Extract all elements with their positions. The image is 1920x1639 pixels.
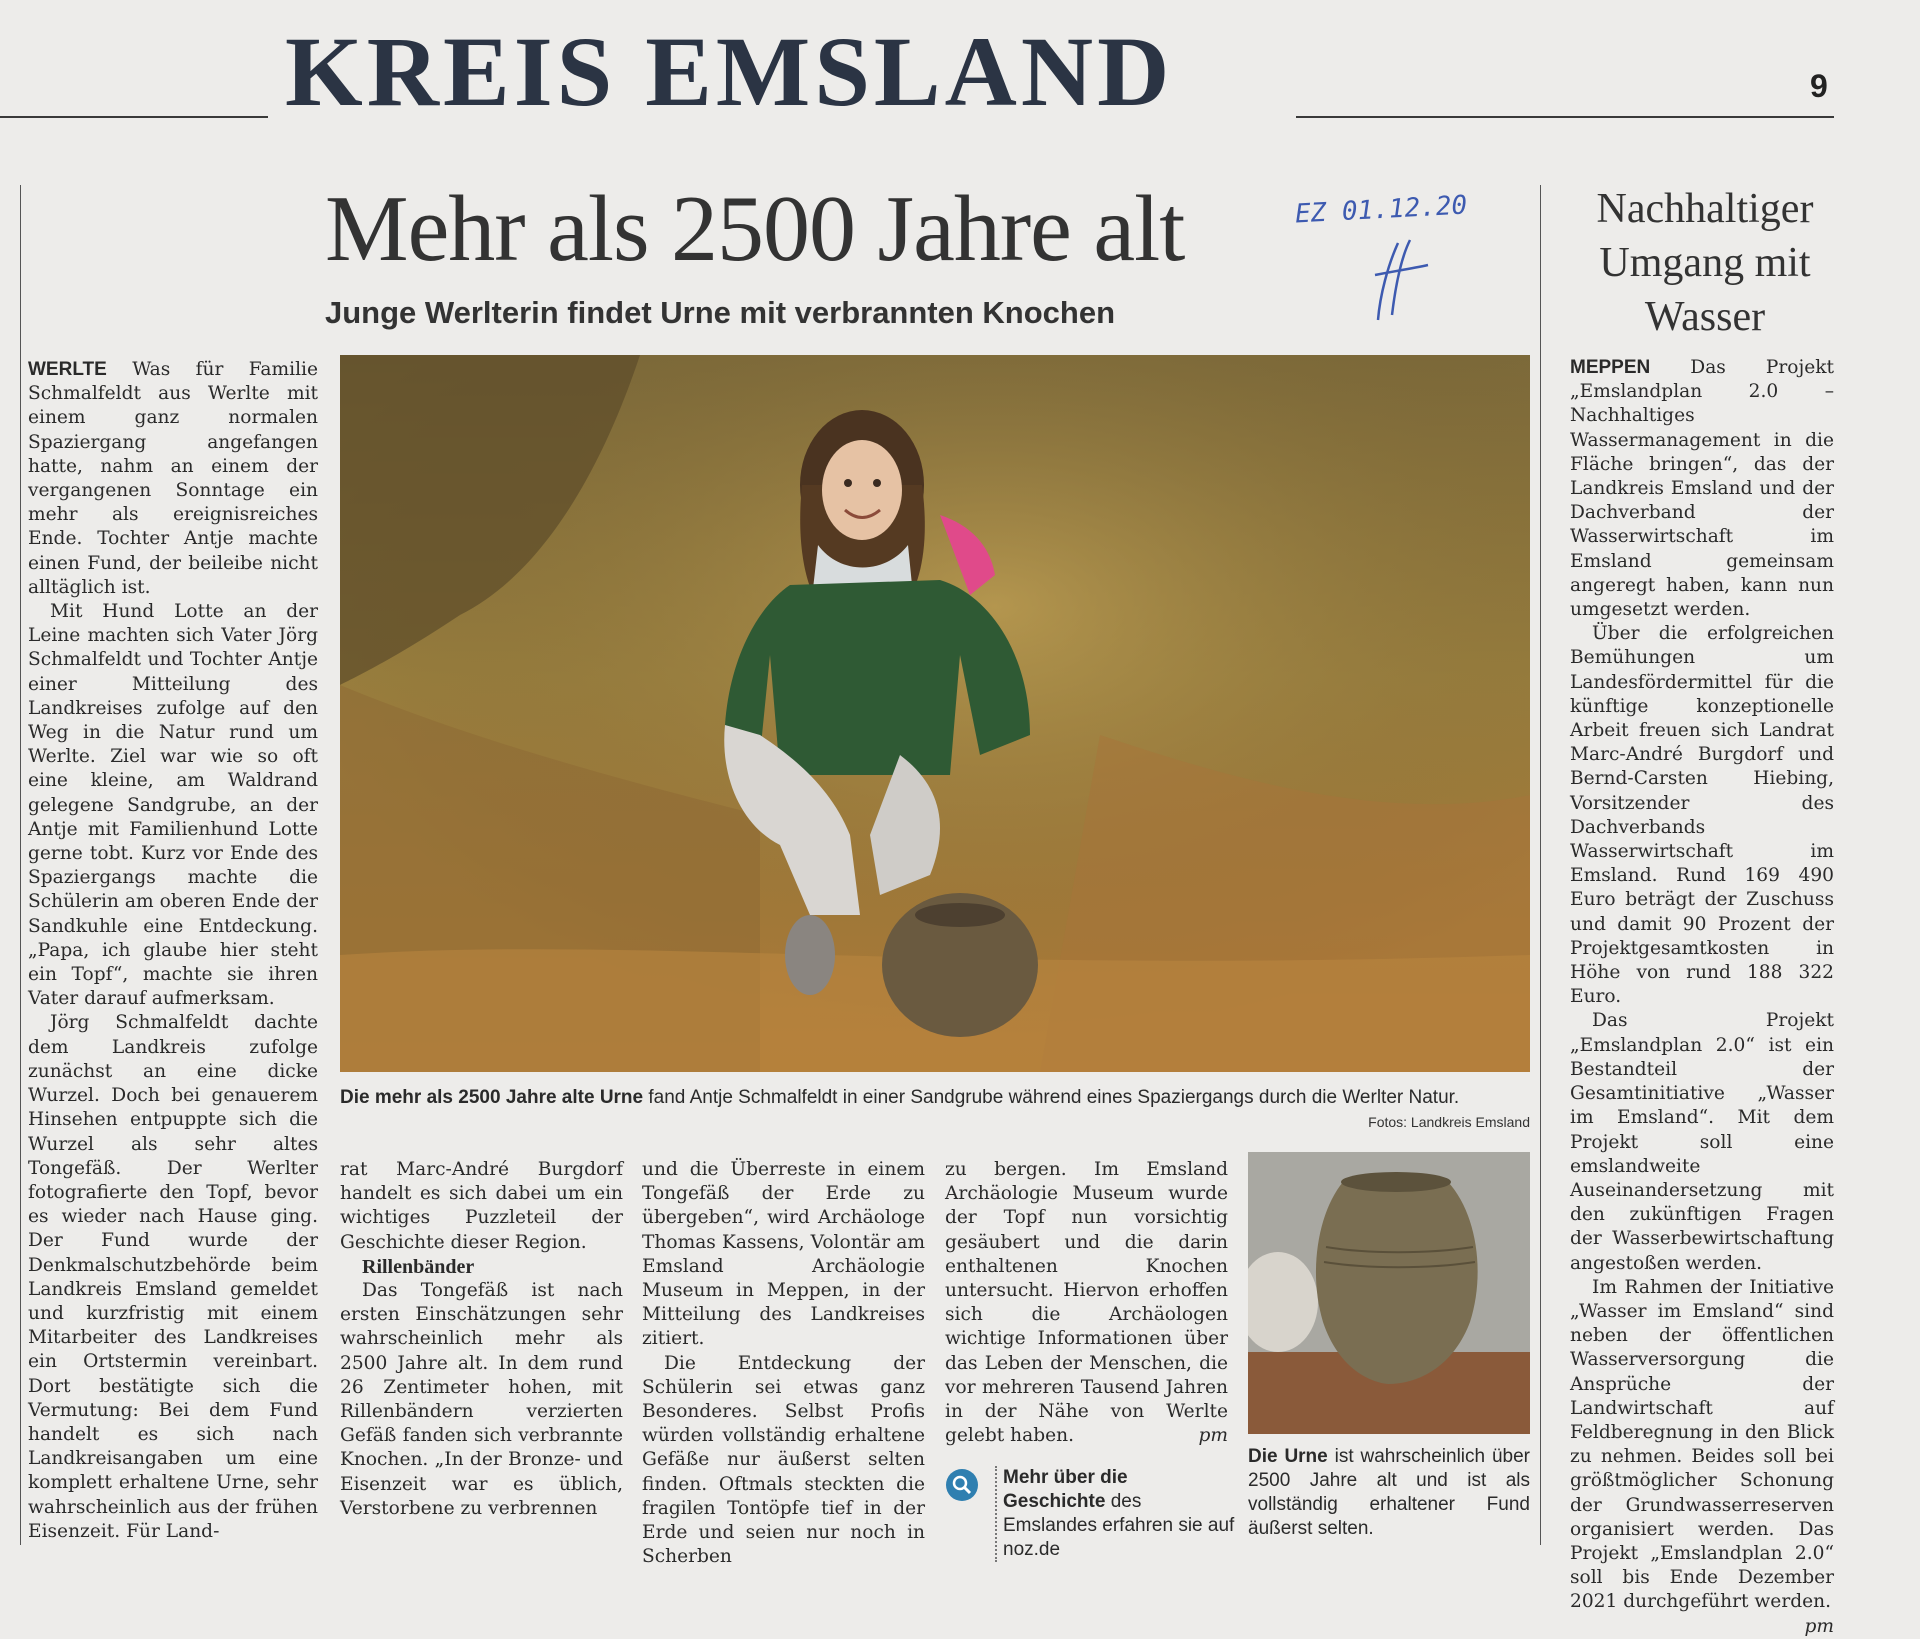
masthead-rule-left xyxy=(0,116,268,118)
col3-paragraph-1: und die Überreste in einem Tongefäß der Erde zu übergeben“, wird Archäologe Thomas Kassens, Volontär am Emsland Archäologie Museum in Meppen, in der Mitteilung des Landkreises zitiert. xyxy=(642,1159,925,1350)
subheading-rillenbaender: Rillenbänder xyxy=(362,1255,475,1278)
online-teaser-lead: Mehr über die Geschichte xyxy=(1003,1467,1128,1512)
article-column-2 xyxy=(340,1158,623,1521)
urn-photo xyxy=(1248,1152,1530,1434)
col2-paragraph-2: Das Tongefäß ist nach ersten Einschätzungen sehr wahrscheinlich mehr als 2500 Jahre alt. In dem rund 26 Zentimeter hohen, mit Rillenbändern verzierten Gefäß fanden sich verbrannte Knochen. „In der Bronze- und Eisenzeit war es üblich, Verstorbene zu verbrennen xyxy=(340,1280,623,1519)
article-column-1 xyxy=(28,358,318,1544)
sandpit-girl-image xyxy=(340,355,1530,1072)
photo-caption-lead: Die mehr als 2500 Jahre alte Urne xyxy=(340,1087,644,1108)
urn-image xyxy=(1248,1152,1530,1434)
col1-paragraph-3: Jörg Schmalfeldt dachte dem Landkreis zufolge zunächst an eine dicke Wurzel. Doch bei genauerem Hinsehen entpuppte sich die Wurzel als sehr altes Tongefäß. Der Werlter fotografierte den Topf, bevor es wieder nach Hause ging. Der Fund wurde der Denkmalschutzbehörde beim Landkreis Emsland gemeldet und kurzfristig mit einem Mitarbeiter des Landkreises ein Ortstermin vereinbart. Dort bestätigte sich die Vermutung: Bei dem Fund handelt es sich nach Landkreisangaben um eine komplett erhaltene Urne, sehr wahrscheinlich aus der frühen Eisenzeit. Für Land- xyxy=(28,1012,318,1542)
side-paragraph-4: Im Rahmen der Initiative „Wasser im Emsland“ sind neben der öffentlichen Wasserversorgung die Ansprüche der Landwirtschaft auf Feldberegnung in den Blick zu nehmen. Beides soll bei größtmöglicher Schonung der Grundwasserreserven organisiert werden. Das Projekt „Emslandplan 2.0“ soll bis Ende Dezember 2021 durchgeführt werden. xyxy=(1570,1276,1834,1613)
side-paragraph-2: Über die erfolgreichen Bemühungen um Landesfördermittel für die künftige konzeptionelle Arbeit freuen sich Landrat Marc-André Burgdorf und Bernd-Carsten Hiebing, Vorsitzender des Dachverbands Wasserwirtschaft im Emsland. Rund 169 490 Euro beträgt der Zuschuss und damit 90 Prozent der Projektgesamtkosten in Höhe von rund 188 322 Euro. xyxy=(1570,623,1834,1008)
magnifier-icon xyxy=(945,1468,979,1502)
author-initials: pm xyxy=(1198,1425,1228,1447)
subheadline: Junge Werlterin findet Urne mit verbrannten Knochen xyxy=(325,295,1116,330)
col2-paragraph-1: rat Marc-André Burgdorf handelt es sich dabei um ein wichtiges Puzzleteil der Geschichte dieser Region. xyxy=(340,1159,623,1253)
side-paragraph-1: Das Projekt „Emslandplan 2.0 – Nachhaltiges Wassermanagement in die Fläche bringen“, das der Landkreis Emsland und der Dachverband der Wasserwirtschaft im Emsland gemeinsam angeregt haben, kann nun umgesetzt werden. xyxy=(1570,357,1834,621)
signature-mark xyxy=(1370,235,1430,325)
side-paragraph-3: Das Projekt „Emslandplan 2.0“ ist ein Bestandteil der Gesamtinitiative „Wasser im Emsland“. Mit dem Projekt soll eine emslandweite Auseinandersetzung mit den zukünftigen Fragen der Wasserbewirtschaftung angestoßen werden. xyxy=(1570,1010,1834,1274)
section-title: KREIS EMSLAND xyxy=(285,16,1174,127)
headline: Mehr als 2500 Jahre alt xyxy=(325,177,1185,281)
photo-caption-text: fand Antje Schmalfeldt in einer Sandgrube während eines Spaziergangs durch die Werlter Natur. xyxy=(648,1087,1460,1108)
urn-caption-text: ist wahrscheinlich über 2500 Jahre alt und ist als vollständig erhaltener Fund äußerst selten. xyxy=(1248,1446,1530,1539)
online-teaser-text: des Emslandes erfahren sie auf noz.de xyxy=(1003,1491,1235,1560)
side-author-initials: pm xyxy=(1804,1615,1834,1637)
col3-paragraph-2: Die Entdeckung der Schülerin sei etwas ganz Besonderes. Selbst Profis würden vollständig erhaltene Gefäße nur äußerst selten finden. Oftmals steckten die fragilen Tontöpfe tief in der Erde und seien nur noch in Scherben xyxy=(642,1352,925,1568)
col4-paragraph-1: zu bergen. Im Emsland Archäologie Museum wurde der Topf nun vorsichtig gesäubert und die darin enthaltenen Knochen untersucht. Hiervon erhoffen sich die Archäologen wichtige Informationen über das Leben der Menschen, die vor mehreren Tausend Jahren in der Nähe von Werlte gelebt haben. xyxy=(945,1159,1228,1447)
photo-credit: Fotos: Landkreis Emsland xyxy=(1368,1114,1530,1130)
dateline-werlte: WERLTE xyxy=(28,359,107,380)
article-column-4 xyxy=(945,1158,1228,1448)
left-edge-rule xyxy=(20,185,21,1545)
urn-caption-lead: Die Urne xyxy=(1248,1446,1328,1467)
page-number: 9 xyxy=(1810,68,1828,104)
side-headline: Nachhaltiger Umgang mit Wasser xyxy=(1596,186,1814,340)
online-teaser[interactable] xyxy=(945,1466,1235,1562)
dateline-meppen: MEPPEN xyxy=(1570,357,1651,378)
masthead-rule-right xyxy=(1296,116,1834,118)
col1-paragraph-2: Mit Hund Lotte an der Leine machten sich Vater Jörg Schmalfeldt und Tochter Antje einer Mitteilung des Landkreises zufolge auf den Weg in die Natur rund um Werlte. Ziel war wie so oft eine kleine, am Waldrand gelegene Sandgrube, an der Antje mit Familienhund Lotte gerne tobt. Kurz vor Ende des Spaziergangs machte die Schülerin am oberen Ende der Sandkuhle eine Entdeckung. „Papa, ich glaube hier steht ein Topf“, machte sie ihren Vater darauf aufmerksam. xyxy=(28,601,318,1010)
side-column-rule xyxy=(1540,185,1541,1545)
photo-caption xyxy=(340,1086,1530,1110)
side-article-body xyxy=(1570,356,1834,1639)
urn-caption xyxy=(1248,1445,1530,1541)
handwritten-date: EZ 01.12.20 xyxy=(1294,190,1468,230)
article-column-3 xyxy=(642,1158,925,1569)
main-photo xyxy=(340,355,1530,1072)
col1-paragraph-1: Was für Familie Schmalfeldt aus Werlte mit einem ganz normalen Spaziergang angefangen hatte, nahm an einem der vergangenen Sonntage ein mehr als ereignisreiches Ende. Tochter Antje machte einen Fund, der beileibe nicht alltäglich ist. xyxy=(28,359,318,598)
